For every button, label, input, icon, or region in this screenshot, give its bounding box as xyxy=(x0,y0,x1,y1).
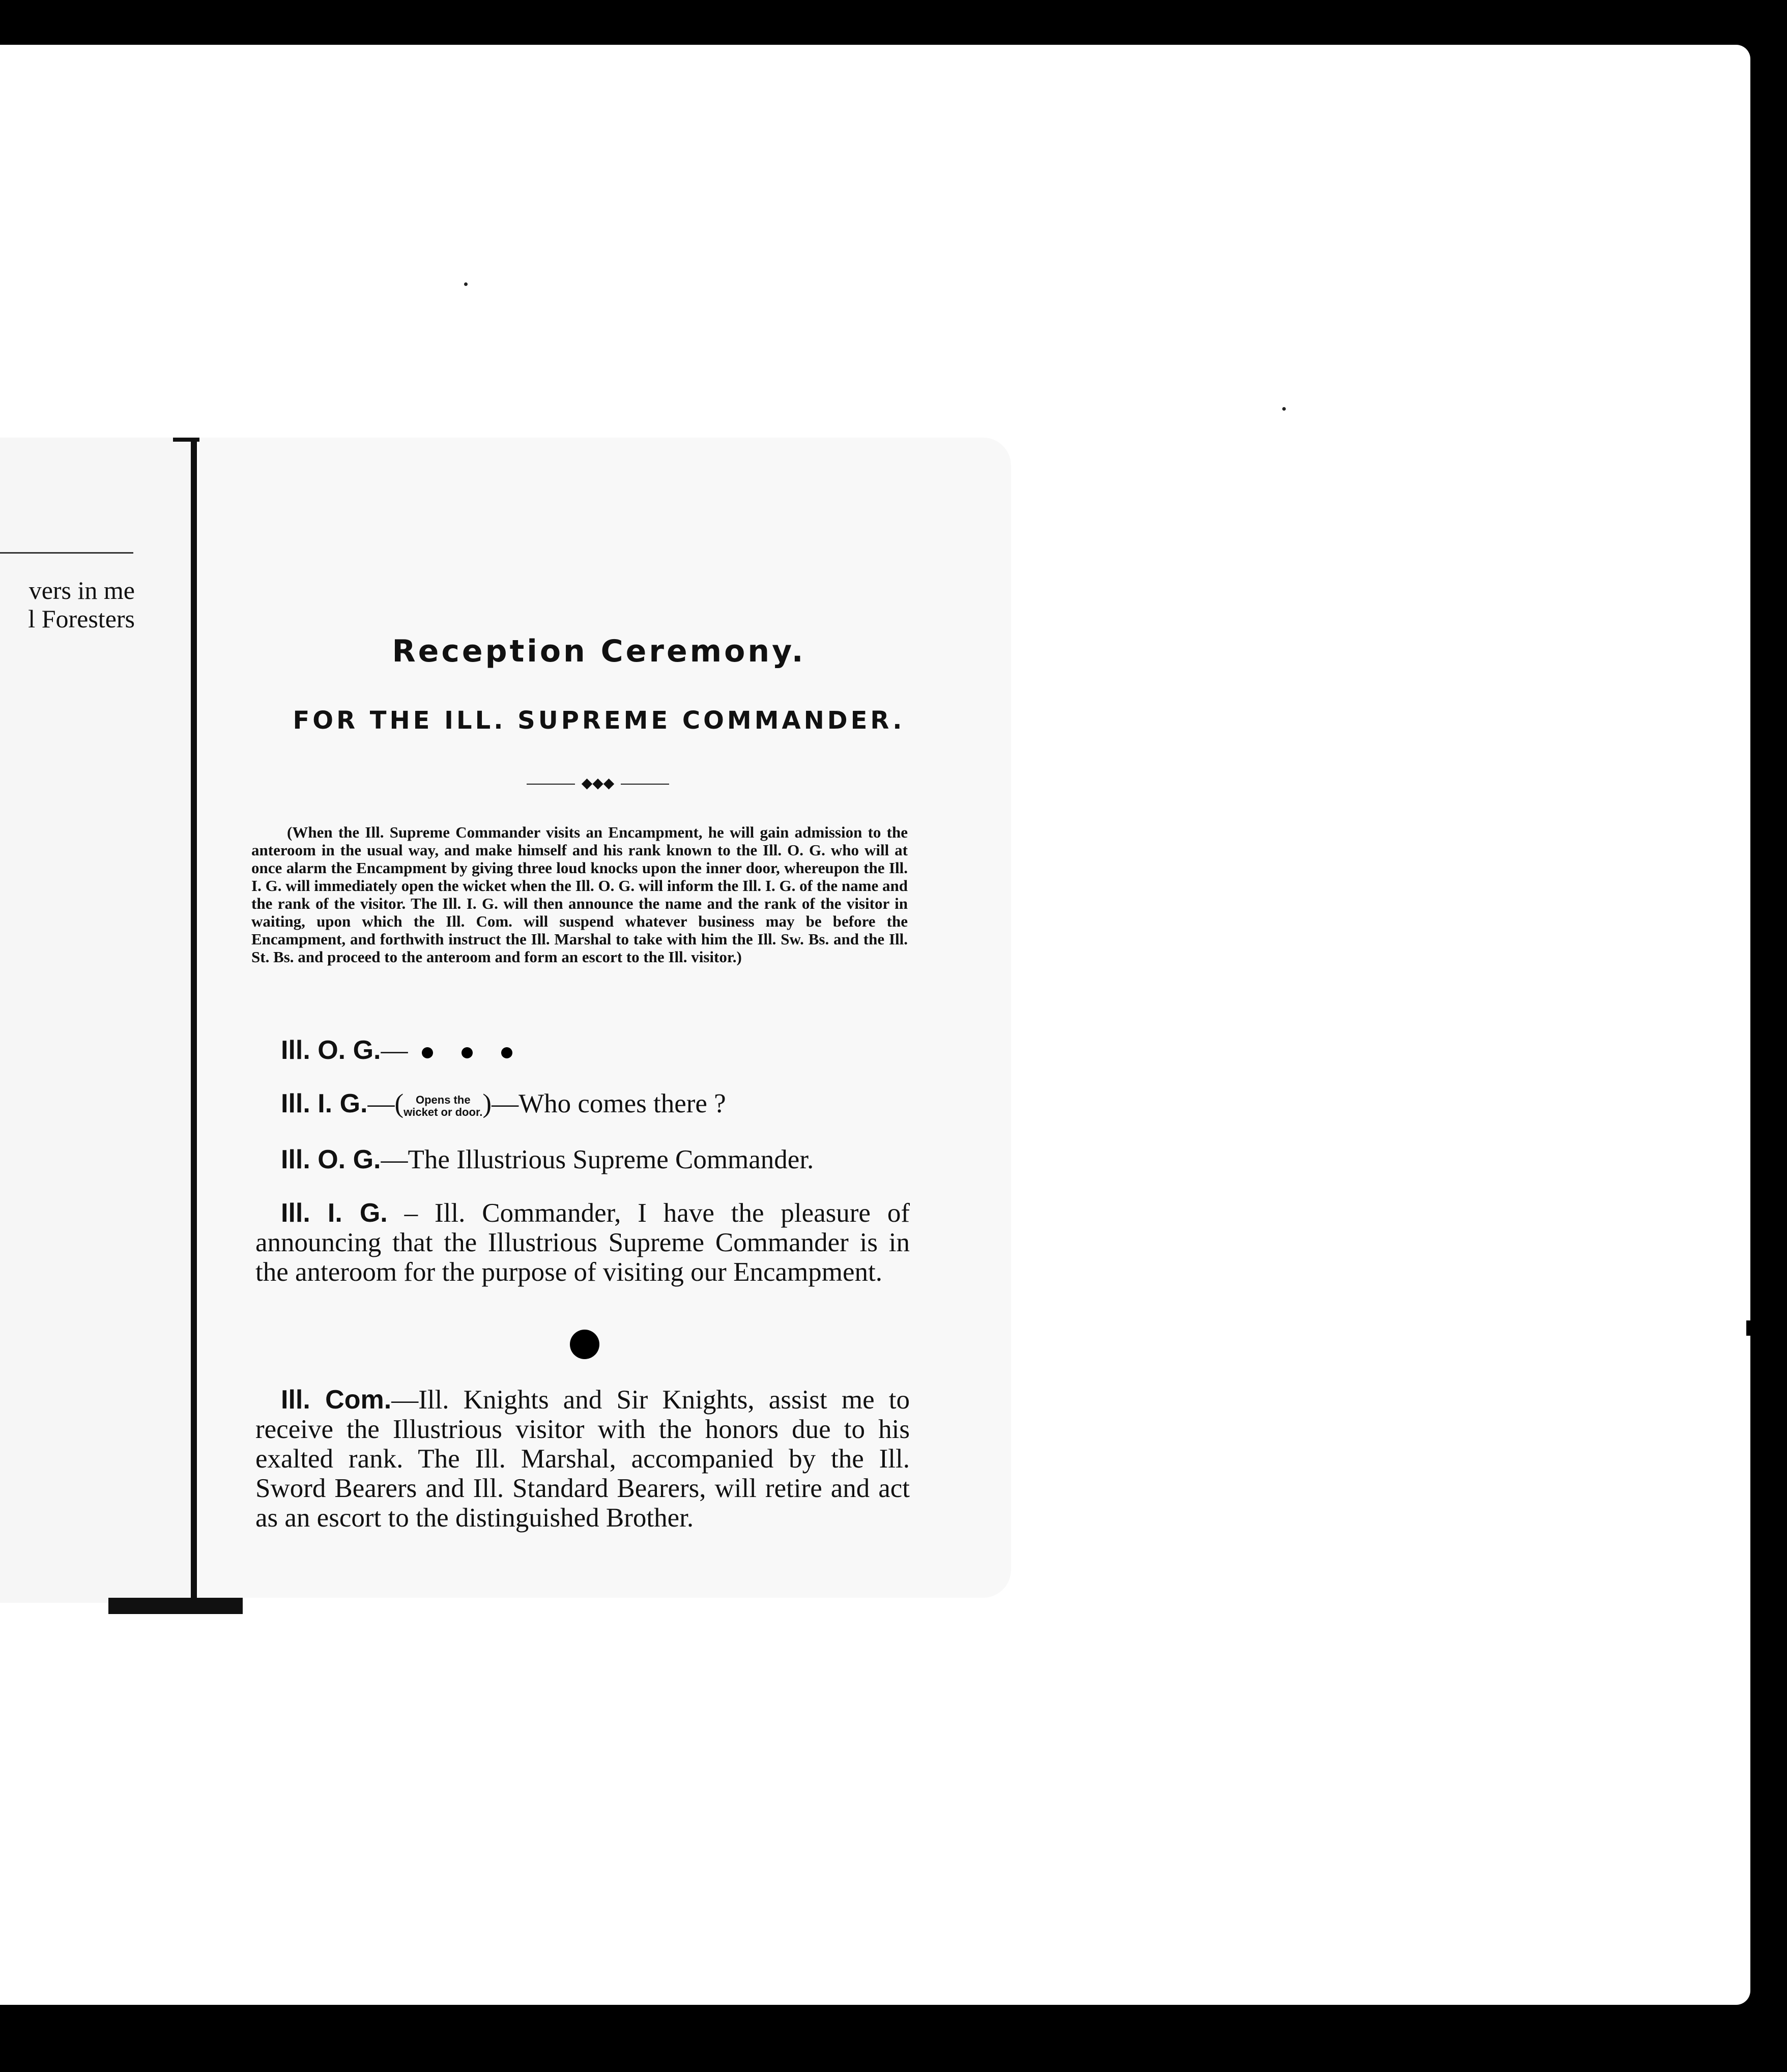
stage-aside xyxy=(403,1094,482,1118)
film-edge-mark xyxy=(1746,1320,1762,1336)
film-border-bottom xyxy=(0,2005,1787,2072)
dialogue-line xyxy=(255,1145,910,1174)
ritual-page xyxy=(199,438,1011,1598)
knock-icon xyxy=(570,1330,599,1359)
film-border-top xyxy=(0,0,1787,45)
scan-speck xyxy=(464,282,468,286)
dialogue-paragraph xyxy=(255,1385,910,1533)
dialogue-text: – Ill. Commander, I have the pleasure of announcing that the Illustrious Supreme Commander is in the anteroom for the purpose of visiting our Encampment. xyxy=(255,1198,910,1287)
dialogue-text: — xyxy=(367,1089,395,1118)
speaker-label: Ill. O. G. xyxy=(281,1035,381,1065)
dialogue-line: Ill. I. G.—( Opens the wicket or door.)—Who comes there ? xyxy=(281,1089,726,1118)
speaker-label: Ill. I. G. xyxy=(281,1198,388,1228)
dialogue-line xyxy=(255,1035,910,1065)
stage-aside-line: wicket or door. xyxy=(403,1105,483,1118)
ornament-rule xyxy=(621,784,669,785)
speaker-label: Ill. Com. xyxy=(281,1385,392,1415)
previous-page-line: l Foresters xyxy=(28,605,135,633)
dialogue-text: —The Illustrious Supreme Commander. xyxy=(381,1145,814,1174)
page-title: Reception Ceremony. xyxy=(392,634,806,669)
dialogue-text: — xyxy=(381,1035,408,1065)
knock-icon xyxy=(501,1047,512,1058)
binding-foot xyxy=(108,1598,243,1614)
stage-direction: (When the Ill. Supreme Commander visits an Encampment, he will gain admission to the anteroom in the usual way, and make himself and his rank known to the Ill. O. G. who will at once alarm the Encampment by giving three loud knocks upon the inner door, whereupon the Ill. I. G. will immediately open the wicket when the Ill. O. G. will inform the Ill. I. G. of the name and the rank of the visitor. The Ill. I. G. will then announce the name and the rank of the visitor in waiting, upon which the Ill. Com. will suspend whatever business may be before the Encampment, and forthwith instruct the Ill. Marshal to take with him the Ill. Sw. Bs. and the Ill. St. Bs. and proceed to the anteroom and form an escort to the Ill. visitor.) xyxy=(251,823,908,966)
previous-page-line: vers in me xyxy=(28,576,135,605)
dialogue-text: —Who comes there ? xyxy=(492,1089,726,1118)
knock-icon xyxy=(462,1047,473,1058)
speaker-label: Ill. O. G. xyxy=(281,1145,381,1174)
diamond-ornament-icon: ◆◆◆ xyxy=(581,775,615,791)
scan-speck xyxy=(1282,407,1286,411)
stage-aside-line: Opens the xyxy=(415,1093,471,1106)
dialogue-text: —Ill. Knights and Sir Knights, assist me to receive the Illustrious visitor with the honors due to his exalted rank. The Ill. Marshal, accompanied by the Ill. Sword Bearers and Ill. Standard Bearers, will retire and act as an escort to the distinguished Brother. xyxy=(255,1385,910,1533)
knock-icon xyxy=(422,1047,433,1058)
page-subtitle: FOR THE ILL. SUPREME COMMANDER. xyxy=(293,706,905,735)
ornament-divider xyxy=(527,776,669,792)
dialogue-paragraph xyxy=(255,1198,910,1287)
previous-page-rule xyxy=(0,552,133,554)
speaker-label: Ill. I. G. xyxy=(281,1089,368,1118)
binding-line xyxy=(191,438,197,1603)
ornament-rule xyxy=(527,784,575,785)
